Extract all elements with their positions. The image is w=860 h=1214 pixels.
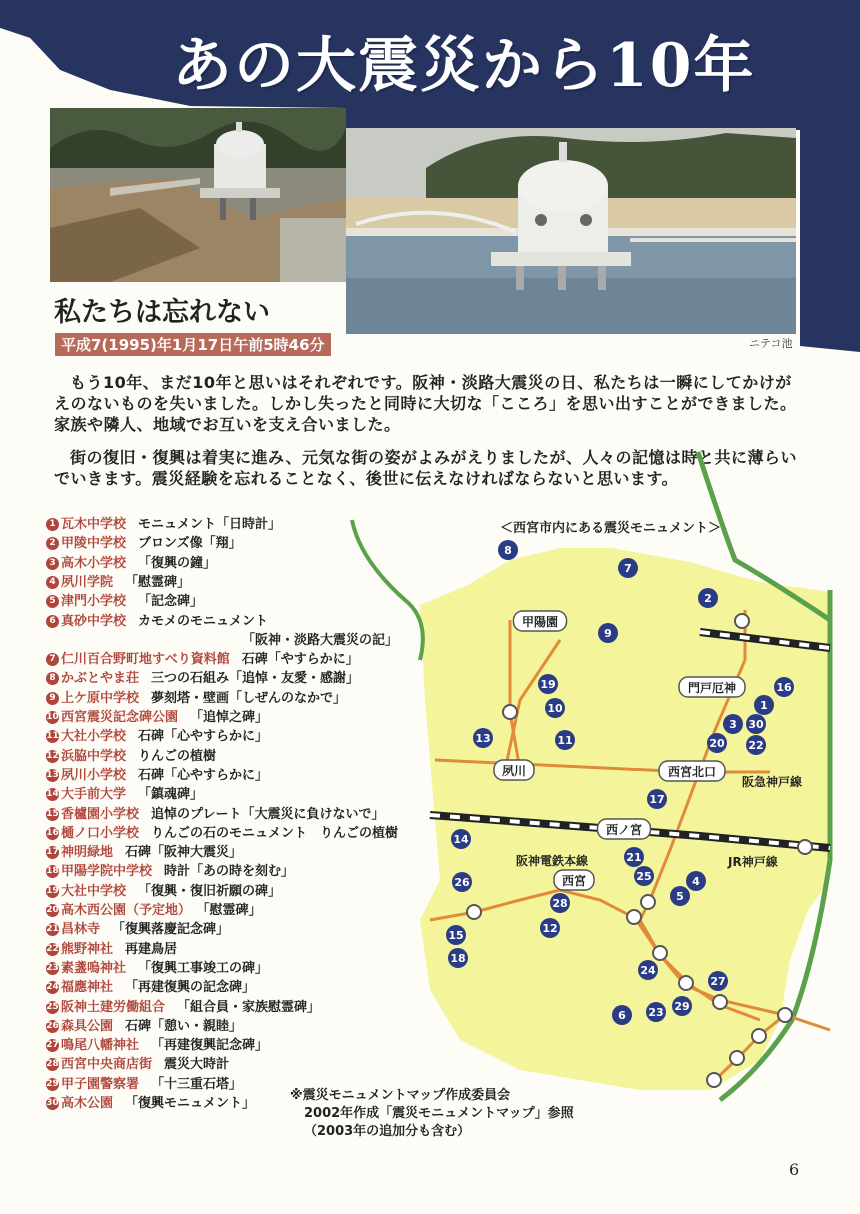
monument-list-item xyxy=(46,979,255,997)
monument-number-badge: 1 xyxy=(46,518,59,531)
paragraph-2: 街の復旧・復興は着実に進み、元気な街の姿がよみがえりましたが、人々の記憶は時と共に薄らいでいきます。震災経験を忘れることなく、後世に伝えなければならないと思います。 xyxy=(54,448,797,488)
station-label xyxy=(679,677,745,697)
monument-description: りんごの植樹 xyxy=(138,748,217,764)
monument-marker-number: 19 xyxy=(540,678,556,691)
monument-marker-number: 14 xyxy=(453,833,469,846)
monument-location: 神明緑地 xyxy=(61,845,114,861)
credit-line-1: ※震災モニュメントマップ作成委員会 xyxy=(290,1088,511,1103)
monument-number-badge: 7 xyxy=(46,653,59,666)
page-title: あの大震災から10年 xyxy=(172,31,756,101)
monument-marker-number: 24 xyxy=(640,964,656,977)
monument-marker-number: 10 xyxy=(547,702,563,715)
monument-marker[interactable] xyxy=(708,971,728,991)
monument-marker-number: 20 xyxy=(709,737,725,750)
monument-location: かぶとやま荘 xyxy=(61,671,140,687)
monument-marker-number: 27 xyxy=(710,975,726,988)
monument-number-badge: 20 xyxy=(46,905,59,915)
paragraph-1: もう10年、まだ10年と思いはそれぞれです。阪神・淡路大震災の日、私たちは一瞬にしてかけがえのないものを失いました。しかし失ったと同時に大切な「こころ」を思い出すことができました。家族や隣人、地域でお互いを支え合いました。 xyxy=(54,373,797,434)
monument-list-item xyxy=(46,1037,268,1055)
monument-location: 夙川小学校 xyxy=(61,767,127,783)
station-label-text: 西ノ宮 xyxy=(605,823,643,837)
monument-list-item xyxy=(46,574,190,592)
monument-location: 仁川百合野町地すべり資料館 xyxy=(61,652,230,668)
monument-marker-number: 29 xyxy=(674,1000,690,1013)
monument-description: 「記念碑」 xyxy=(138,594,204,610)
monument-marker-number: 9 xyxy=(604,627,612,640)
monument-marker-number: 8 xyxy=(504,544,512,557)
monument-list-item xyxy=(46,1095,255,1113)
monument-list-item xyxy=(46,902,262,920)
monument-list-item xyxy=(46,921,229,939)
monument-marker[interactable] xyxy=(774,677,794,697)
monument-location: 甲陵中学校 xyxy=(61,536,127,552)
monument-number-badge: 8 xyxy=(46,672,59,685)
monument-marker[interactable] xyxy=(672,996,692,1016)
monument-list-item xyxy=(46,535,242,553)
monument-description: 石碑「憩い・親睦」 xyxy=(125,1018,243,1034)
monument-marker-number: 6 xyxy=(618,1009,626,1022)
monument-marker[interactable] xyxy=(452,872,472,892)
monument-marker-number: 22 xyxy=(748,739,764,752)
monument-list-item xyxy=(46,960,268,978)
monument-list-item xyxy=(46,690,346,708)
monument-number-badge: 12 xyxy=(46,750,59,761)
monument-number-badge: 28 xyxy=(46,1059,59,1070)
monument-list-item xyxy=(46,883,281,901)
monument-description: 夢刻塔・壁画「しぜんのなかで」 xyxy=(151,690,347,706)
monument-number-badge: 30 xyxy=(46,1098,59,1108)
monument-description: 石碑「心やすらかに」 xyxy=(138,767,269,783)
monument-marker[interactable] xyxy=(451,829,471,849)
monument-marker-number: 18 xyxy=(450,952,466,965)
monument-marker[interactable] xyxy=(498,540,518,560)
monument-marker-number: 1 xyxy=(760,699,768,712)
monument-location: 瓦木中学校 xyxy=(61,517,127,532)
monument-description: 再建鳥居 xyxy=(125,941,178,957)
monument-marker[interactable] xyxy=(638,960,658,980)
credit-line-3: （2003年の追加分も含む） xyxy=(304,1124,471,1139)
station-label-text: 西宮 xyxy=(561,874,587,888)
monument-list-item xyxy=(46,613,268,631)
monument-marker-number: 13 xyxy=(475,732,491,745)
monument-marker[interactable] xyxy=(746,735,766,755)
monument-location: 甲陽学院中学校 xyxy=(61,864,153,880)
monument-number-badge: 27 xyxy=(46,1040,59,1051)
monument-number-badge: 3 xyxy=(46,557,59,570)
monument-location: 津門小学校 xyxy=(61,594,127,610)
monument-number-badge: 19 xyxy=(46,885,59,896)
monument-marker[interactable] xyxy=(446,925,466,945)
date-label: 平成7(1995)年1月17日午前5時46分 xyxy=(55,333,331,356)
monument-marker-number: 11 xyxy=(557,734,573,747)
monument-marker-number: 3 xyxy=(729,718,737,731)
monument-description: 「復興・復旧祈願の碑」 xyxy=(138,883,282,899)
rail-line-label: 阪急神戸線 xyxy=(742,775,803,789)
monument-marker[interactable] xyxy=(647,789,667,809)
monument-location: 西宮震災記念碑公園 xyxy=(61,710,179,725)
monument-marker[interactable] xyxy=(555,730,575,750)
monument-list-item xyxy=(46,999,320,1017)
monument-description: 石碑「心やすらかに」 xyxy=(138,729,269,745)
monument-list-item xyxy=(46,516,281,534)
monument-description: 三つの石組み「追悼・友愛・感謝」 xyxy=(151,671,360,687)
monument-location: 素盞嗚神社 xyxy=(61,960,127,976)
monument-list-item xyxy=(46,767,268,785)
monument-description: 「復興の鐘」 xyxy=(138,555,217,571)
monument-marker[interactable] xyxy=(670,886,690,906)
monument-number-badge: 2 xyxy=(46,537,59,550)
monument-marker-number: 17 xyxy=(649,793,665,806)
monument-location: 夙川学院 xyxy=(61,574,114,590)
monument-list-item xyxy=(46,593,203,611)
monument-marker[interactable] xyxy=(746,714,766,734)
monument-number-badge: 17 xyxy=(46,847,59,858)
monument-location: 上ケ原中学校 xyxy=(61,690,140,706)
monument-list-item xyxy=(46,844,242,862)
station-label xyxy=(554,870,594,890)
monument-marker-number: 16 xyxy=(776,681,792,694)
monument-description: モニュメント「日時計」 xyxy=(138,517,282,532)
monument-marker[interactable] xyxy=(545,698,565,718)
monument-list-item xyxy=(46,806,385,824)
monument-number-badge: 13 xyxy=(46,769,59,780)
monument-location: 樋ノ口小学校 xyxy=(61,825,140,841)
monument-list-item xyxy=(46,651,359,669)
monument-list-item xyxy=(46,555,216,573)
monument-description: 時計「あの時を刻む」 xyxy=(164,864,295,880)
monument-description: 「鎮魂碑」 xyxy=(138,787,204,803)
monument-marker-number: 23 xyxy=(648,1006,664,1019)
monument-list-item xyxy=(46,863,294,881)
rail-line-label: JR神戸線 xyxy=(728,855,778,869)
photo-caption: ニテコ池 xyxy=(749,337,793,350)
monument-list-item xyxy=(46,748,216,766)
monument-marker[interactable] xyxy=(618,558,638,578)
station-label-text: 甲陽園 xyxy=(521,615,559,629)
monument-description: 震災大時計 xyxy=(164,1057,230,1073)
monument-number-badge: 10 xyxy=(46,712,59,722)
monument-location: 浜脇中学校 xyxy=(61,748,127,764)
monument-marker-number: 28 xyxy=(552,897,568,910)
monument-list-item xyxy=(46,1056,229,1074)
monument-marker[interactable] xyxy=(598,623,618,643)
monument-number-badge: 26 xyxy=(46,1020,59,1031)
monument-list-item xyxy=(46,825,398,843)
monument-description: りんごの石のモニュメント りんごの植樹 xyxy=(151,825,399,841)
monument-number-badge: 18 xyxy=(46,866,59,877)
monument-marker-number: 21 xyxy=(626,851,642,864)
monument-description: ブロンズ像「翔」 xyxy=(138,536,242,552)
monument-description: 石碑「やすらかに」 xyxy=(241,652,359,668)
monument-location: 西宮中央商店街 xyxy=(61,1057,153,1073)
monument-marker-number: 25 xyxy=(636,870,652,883)
station-label-text: 夙川 xyxy=(501,764,527,778)
monument-description: 「追悼之碑」 xyxy=(190,710,269,725)
monument-list-item xyxy=(46,728,268,746)
monument-description: 石碑「阪神大震災」 xyxy=(125,845,243,861)
monument-marker[interactable] xyxy=(707,733,727,753)
monument-description: 「再建復興記念碑」 xyxy=(151,1038,269,1054)
monument-marker-number: 30 xyxy=(748,718,764,731)
monument-marker[interactable] xyxy=(754,695,774,715)
monument-location: 高木小学校 xyxy=(61,555,127,571)
monument-description: 「阪神・淡路大震災の記」 xyxy=(242,632,399,648)
monument-description: 「慰霊碑」 xyxy=(125,574,191,590)
monument-location: 阪神土建労働組合 xyxy=(61,999,166,1015)
monument-description: カモメのモニュメント xyxy=(138,613,269,629)
monument-number-badge: 22 xyxy=(46,943,59,954)
monument-description: 「復興工事竣工の碑」 xyxy=(138,960,269,976)
monument-description: 「復興落慶記念碑」 xyxy=(112,922,230,938)
monument-marker[interactable] xyxy=(540,918,560,938)
monument-location: 大手前大学 xyxy=(61,787,127,803)
monument-location: 熊野神社 xyxy=(61,941,114,957)
monument-location: 昌林寺 xyxy=(61,922,101,938)
monument-list-item xyxy=(46,709,268,727)
monument-description: 「組合員・家族慰霊碑」 xyxy=(177,999,321,1015)
monument-list-item xyxy=(242,632,398,650)
monument-marker[interactable] xyxy=(612,1005,632,1025)
monument-marker[interactable] xyxy=(634,866,654,886)
monument-marker[interactable] xyxy=(448,948,468,968)
monument-number-badge: 24 xyxy=(46,982,59,993)
monument-number-badge: 16 xyxy=(46,827,59,838)
monument-description: 「再建復興の記念碑」 xyxy=(125,980,256,996)
monument-description: 追悼のプレート「大震災に負けないで」 xyxy=(151,806,385,822)
monument-marker-number: 7 xyxy=(624,562,632,575)
monument-list-item xyxy=(46,941,177,959)
monument-location: 真砂中学校 xyxy=(61,613,127,629)
rail-line-label: 阪神電鉄本線 xyxy=(515,854,589,868)
monument-number-badge: 11 xyxy=(46,731,59,742)
monument-location: 大社中学校 xyxy=(61,883,127,899)
monument-number-badge: 15 xyxy=(46,808,59,819)
monument-location: 香櫨園小学校 xyxy=(61,806,140,822)
monument-location: 鳴尾八幡神社 xyxy=(61,1038,140,1054)
monument-number-badge: 4 xyxy=(46,576,59,589)
subtitle: 私たちは忘れない xyxy=(54,297,270,328)
monument-description: 「十三重石塔」 xyxy=(151,1076,243,1092)
monument-marker[interactable] xyxy=(686,871,706,891)
monument-marker[interactable] xyxy=(646,1002,666,1022)
monument-number-badge: 25 xyxy=(46,1001,59,1012)
monument-number-badge: 23 xyxy=(46,962,59,973)
monument-location: 高木西公園（予定地） xyxy=(61,903,192,918)
monument-marker[interactable] xyxy=(723,714,743,734)
map-title: ＜西宮市内にある震災モニュメント＞ xyxy=(500,521,722,536)
monument-list-item xyxy=(46,786,203,804)
monument-location: 甲子園警察署 xyxy=(61,1076,140,1092)
station-label xyxy=(659,761,725,781)
monument-number-badge: 9 xyxy=(46,692,59,705)
monument-number-badge: 14 xyxy=(46,789,59,800)
station-label xyxy=(598,819,651,839)
monument-number-badge: 29 xyxy=(46,1078,59,1089)
monument-number-badge: 6 xyxy=(46,615,59,628)
monument-number-badge: 21 xyxy=(46,924,59,935)
monument-marker[interactable] xyxy=(538,674,558,694)
monument-list-item xyxy=(46,1076,242,1094)
monument-location: 森具公園 xyxy=(61,1018,114,1034)
credit-note xyxy=(290,1087,574,1141)
monument-description: 「復興モニュメント」 xyxy=(125,1096,256,1111)
station-label xyxy=(494,760,534,780)
monument-location: 大社小学校 xyxy=(61,729,127,745)
page-number: 6 xyxy=(789,1160,800,1179)
station-label-text: 門戸厄神 xyxy=(687,681,737,695)
monument-list-item xyxy=(46,1018,242,1036)
monument-list-item xyxy=(46,670,359,688)
monument-location: 高木公園 xyxy=(61,1096,114,1111)
monument-marker-number: 15 xyxy=(448,929,464,942)
monument-marker-number: 4 xyxy=(692,875,700,888)
station-label-text: 西宮北口 xyxy=(667,765,717,779)
monument-marker-number: 12 xyxy=(542,922,558,935)
station-label xyxy=(514,611,567,631)
monument-location: 福應神社 xyxy=(61,980,114,996)
monument-marker[interactable] xyxy=(550,893,570,913)
monument-number-badge: 5 xyxy=(46,595,59,608)
credit-line-2: 2002年作成「震災モニュメントマップ」参照 xyxy=(304,1106,574,1121)
monument-marker-number: 2 xyxy=(704,592,712,605)
monument-description: 「慰霊碑」 xyxy=(203,903,262,918)
monument-marker[interactable] xyxy=(624,847,644,867)
monument-marker-number: 26 xyxy=(454,876,470,889)
monument-marker[interactable] xyxy=(698,588,718,608)
monument-marker-number: 5 xyxy=(676,890,684,903)
monument-marker[interactable] xyxy=(473,728,493,748)
